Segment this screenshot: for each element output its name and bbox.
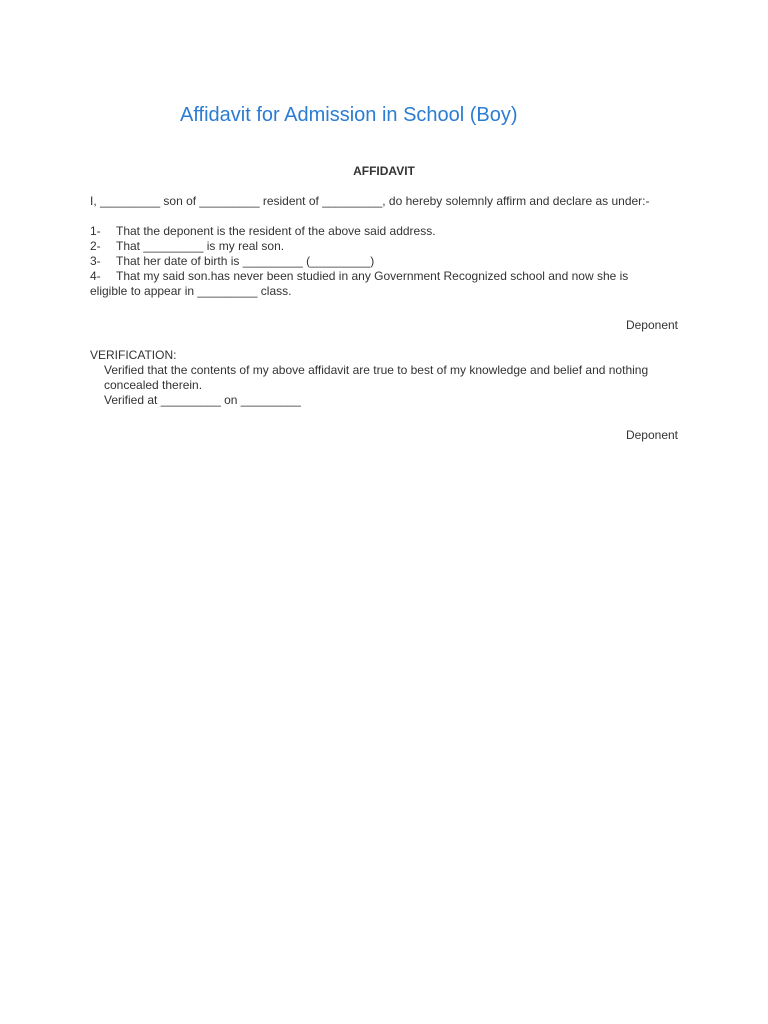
deponent-label: Deponent bbox=[625, 428, 678, 442]
list-item bbox=[90, 224, 678, 239]
list-item-text: That the deponent is the resident of the above said address. bbox=[116, 224, 436, 238]
list-item-text: That _________ is my real son. bbox=[116, 239, 285, 253]
list-item-continuation: eligible to appear in _________ class. bbox=[90, 284, 292, 298]
verification-title: VERIFICATION: bbox=[90, 348, 177, 362]
list-item-number: 4- bbox=[90, 269, 101, 283]
intro-paragraph: I, _________ son of _________ resident of _________, do hereby solemnly affirm and declare as under:- bbox=[90, 194, 650, 208]
list-item-number: 3- bbox=[90, 254, 101, 268]
verification-section bbox=[90, 348, 678, 408]
declaration-list bbox=[90, 224, 678, 299]
list-item bbox=[90, 269, 678, 284]
list-item-text: That her date of birth is _________ (_________) bbox=[116, 254, 375, 268]
list-item bbox=[90, 239, 678, 254]
list-item bbox=[90, 254, 678, 269]
affidavit-heading: AFFIDAVIT bbox=[353, 164, 415, 178]
verification-text: Verified that the contents of my above affidavit are true to best of my knowledge and belief and nothing concealed therein. bbox=[104, 363, 649, 392]
verified-at-line: Verified at _________ on _________ bbox=[104, 393, 301, 407]
deponent-label: Deponent bbox=[625, 318, 678, 332]
list-item-text: That my said son.has never been studied in any Government Recognized school and now she is bbox=[116, 269, 629, 283]
document-title: Affidavit for Admission in School (Boy) bbox=[180, 104, 518, 126]
list-item-number: 2- bbox=[90, 239, 101, 253]
list-item-number: 1- bbox=[90, 224, 101, 238]
